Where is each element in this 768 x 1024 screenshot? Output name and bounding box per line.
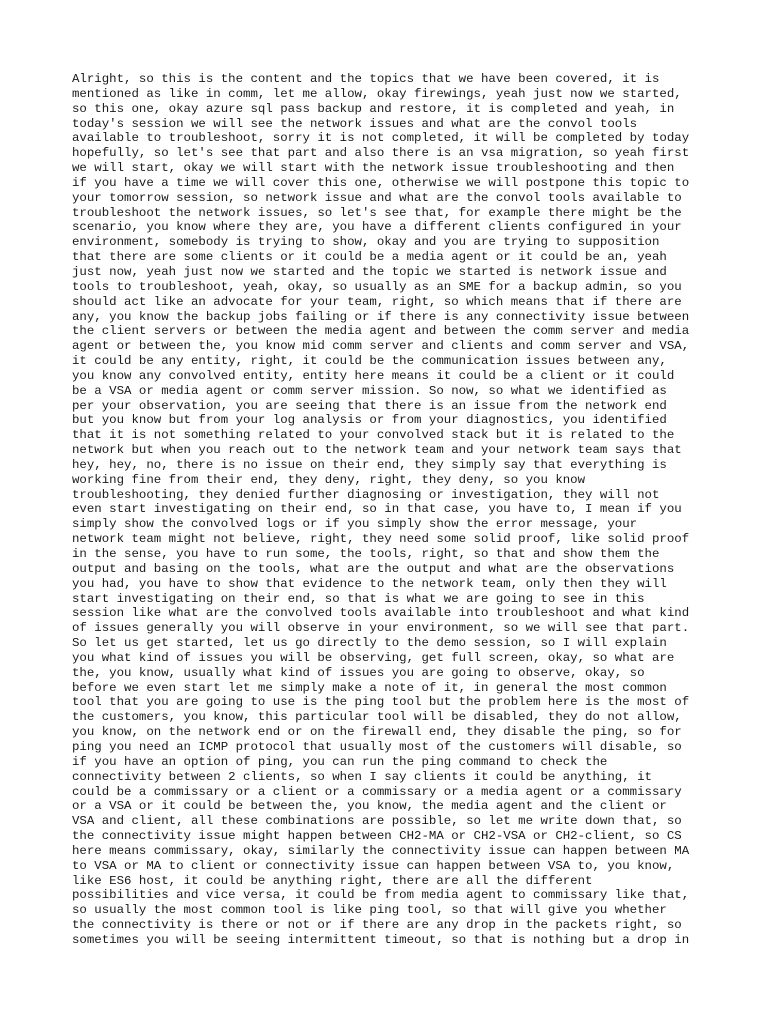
transcript-line: per your observation, you are seeing that there is an issue from the network end bbox=[72, 398, 667, 413]
transcript-line: be a VSA or media agent or comm server mission. So now, so what we identified as bbox=[72, 383, 667, 398]
transcript-line: if you have an option of ping, you can run the ping command to check the bbox=[72, 754, 608, 769]
transcript-line: available to troubleshoot, sorry it is not completed, it will be completed by today bbox=[72, 131, 690, 146]
transcript-line: the connectivity issue might happen between CH2-MA or CH2-VSA or CH2-client, so CS bbox=[72, 829, 682, 844]
transcript-line: hopefully, so let's see that part and also there is an vsa migration, so yeah first bbox=[72, 146, 690, 161]
transcript-line: simply show the convolved logs or if you simply show the error message, your bbox=[72, 517, 638, 532]
transcript-line: that there are some clients or it could be a media agent or it could be an, yeah bbox=[72, 250, 667, 265]
transcript-line: but you know but from your log analysis or from your diagnostics, you identified bbox=[72, 413, 667, 428]
transcript-line: you know, on the network end or on the firewall end, they disable the ping, so for bbox=[72, 725, 682, 740]
transcript-line: today's session we will see the network issues and what are the convol tools bbox=[72, 116, 638, 131]
transcript-line: scenario, you know where they are, you have a different clients configured in your bbox=[72, 220, 682, 235]
transcript-line: the connectivity is there or not or if there are any drop in the packets right, so bbox=[72, 918, 682, 933]
transcript-line: sometimes you will be seeing intermittent timeout, so that is nothing but a drop in bbox=[72, 932, 690, 947]
transcript-line: could be a commissary or a client or a commissary or a media agent or a commissary bbox=[72, 784, 682, 799]
transcript-line: your tomorrow session, so network issue and what are the convol tools available to bbox=[72, 190, 682, 205]
transcript-line: Alright, so this is the content and the topics that we have been covered, it is bbox=[72, 72, 660, 86]
transcript-line: So let us get started, let us go directly to the demo session, so I will explain bbox=[72, 636, 667, 651]
transcript-line: to VSA or MA to client or connectivity issue can happen between VSA to, you know, bbox=[72, 858, 675, 873]
transcript-line: before we even start let me simply make a note of it, in general the most common bbox=[72, 680, 667, 695]
transcript-line: any, you know the backup jobs failing or if there is any connectivity issue between bbox=[72, 309, 690, 324]
transcript-line: of issues generally you will observe in your environment, so we will see that part. bbox=[72, 621, 690, 636]
transcript-line: agent or between the, you know mid comm server and clients and comm server and VSA, bbox=[72, 339, 690, 354]
transcript-line: start investigating on their end, so that is what we are going to see in this bbox=[72, 591, 645, 606]
transcript-line: the customers, you know, this particular tool will be disabled, they do not allow, bbox=[72, 710, 682, 725]
transcript-line: troubleshoot the network issues, so let's see that, for example there might be the bbox=[72, 205, 682, 220]
transcript-line: connectivity between 2 clients, so when I say clients it could be anything, it bbox=[72, 769, 652, 784]
transcript-line: mentioned as like in comm, let me allow, okay firewings, yeah just now we started, bbox=[72, 86, 682, 101]
transcript-line: network but when you reach out to the network team and your network team says that bbox=[72, 443, 682, 458]
transcript-line: like ES6 host, it could be anything right, there are all the different bbox=[72, 873, 593, 888]
transcript-text bbox=[72, 72, 712, 948]
transcript-line: in the sense, you have to run some, the tools, right, so that and show them the bbox=[72, 547, 660, 561]
transcript-line: if you have a time we will cover this one, otherwise we will postpone this topic to bbox=[72, 175, 690, 190]
transcript-line: we will start, okay we will start with the network issue troubleshooting and then bbox=[72, 161, 675, 176]
transcript-line: you had, you have to show that evidence to the network team, only then they will bbox=[72, 576, 667, 591]
transcript-line: working fine from their end, they deny, right, they deny, so you know bbox=[72, 472, 586, 487]
transcript-line: you know any convolved entity, entity here means it could be a client or it could bbox=[72, 368, 675, 383]
transcript-line: it could be any entity, right, it could be the communication issues between any, bbox=[72, 354, 667, 369]
transcript-line: session like what are the convolved tools available into troubleshoot and what kind bbox=[72, 606, 690, 621]
transcript-line: should act like an advocate for your team, right, so which means that if there are bbox=[72, 294, 682, 309]
transcript-line: that it is not something related to your convolved stack but it is related to the bbox=[72, 428, 675, 443]
transcript-line: so usually the most common tool is like ping tool, so that will give you whether bbox=[72, 903, 667, 918]
transcript-line: here means commissary, okay, similarly the connectivity issue can happen between MA bbox=[72, 843, 690, 858]
transcript-line: tools to troubleshoot, yeah, okay, so usually as an SME for a backup admin, so you bbox=[72, 279, 682, 294]
transcript-line: troubleshooting, they denied further diagnosing or investigation, they will not bbox=[72, 487, 660, 502]
transcript-line: possibilities and vice versa, it could be from media agent to commissary like that, bbox=[72, 888, 690, 903]
transcript-line: the client servers or between the media agent and between the comm server and media bbox=[72, 324, 690, 339]
transcript-line: so this one, okay azure sql pass backup and restore, it is completed and yeah, in bbox=[72, 101, 675, 116]
transcript-line: network team might not believe, right, they need some solid proof, like solid proof bbox=[72, 532, 690, 547]
transcript-line: tool that you are going to use is the ping tool but the problem here is the most of bbox=[72, 695, 690, 710]
transcript-line: hey, hey, no, there is no issue on their end, they simply say that everything is bbox=[72, 457, 667, 472]
transcript-line: the, you know, usually what kind of issues you are going to observe, okay, so bbox=[72, 665, 645, 680]
transcript-line: VSA and client, all these combinations are possible, so let me write down that, so bbox=[72, 814, 682, 829]
transcript-line: output and basing on the tools, what are the output and what are the observations bbox=[72, 561, 675, 576]
transcript-line: or a VSA or it could be between the, you know, the media agent and the client or bbox=[72, 799, 667, 814]
transcript-line: you what kind of issues you will be observing, get full screen, okay, so what are bbox=[72, 650, 675, 665]
transcript-line: environment, somebody is trying to show, okay and you are trying to supposition bbox=[72, 235, 660, 250]
transcript-line: ping you need an ICMP protocol that usually most of the customers will disable, so bbox=[72, 739, 682, 754]
transcript-line: even start investigating on their end, so in that case, you have to, I mean if you bbox=[72, 502, 682, 517]
transcript-line: just now, yeah just now we started and the topic we started is network issue and bbox=[72, 264, 667, 279]
